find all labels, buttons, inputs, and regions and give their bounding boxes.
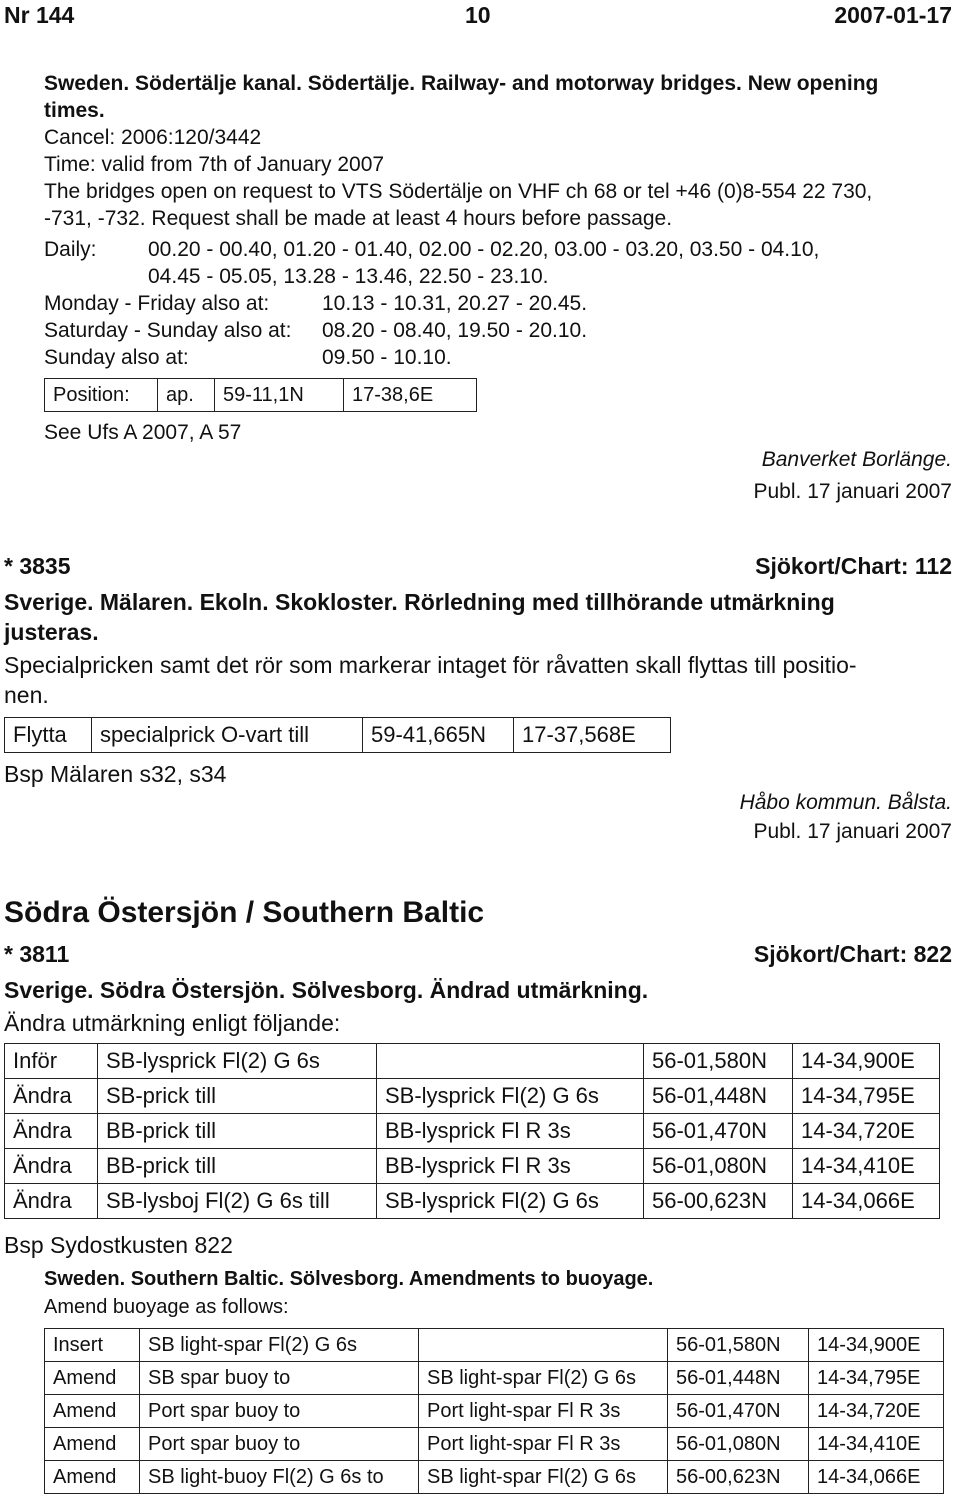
table-cell: Ändra — [5, 1184, 98, 1219]
table-cell: SB spar buoy to — [140, 1362, 419, 1395]
table-cell: 56-01,580N — [668, 1329, 809, 1362]
table-cell: 14-34,795E — [809, 1362, 944, 1395]
notice1-body-cont: -731, -732. Request shall be made at least 4 hours before passage. — [44, 207, 673, 230]
table-cell: Amend — [45, 1428, 140, 1461]
notice3-intro: Ändra utmärkning enligt följande: — [4, 1010, 341, 1036]
issue-number: Nr 144 — [4, 2, 75, 28]
table-cell: 14-34,795E — [793, 1079, 940, 1114]
schedule-times: 08.20 - 08.40, 19.50 - 20.10. — [322, 319, 588, 342]
position-label: Position: — [45, 379, 158, 412]
notice2-chart: Sjökort/Chart: 112 — [755, 553, 952, 579]
table-cell: SB light-spar Fl(2) G 6s — [419, 1362, 668, 1395]
schedule-label: Daily: — [44, 238, 97, 261]
schedule-label: Monday - Friday also at: — [44, 292, 270, 315]
table-row — [5, 1149, 940, 1184]
table-cell: Insert — [45, 1329, 140, 1362]
table-cell: 56-01,448N — [668, 1362, 809, 1395]
schedule-times: 09.50 - 10.10. — [322, 346, 452, 369]
notice2-publ: Publ. 17 januari 2007 — [753, 820, 952, 843]
table-row — [45, 1362, 944, 1395]
table-cell: SB-lysprick Fl(2) G 6s — [377, 1079, 644, 1114]
table-cell: SB-lysprick Fl(2) G 6s — [377, 1184, 644, 1219]
table-cell: 14-34,720E — [809, 1395, 944, 1428]
table-cell: Amend — [45, 1362, 140, 1395]
table-cell: Amend — [45, 1395, 140, 1428]
table-cell: 14-34,900E — [809, 1329, 944, 1362]
table-row — [5, 1184, 940, 1219]
schedule-times: 00.20 - 00.40, 01.20 - 01.40, 02.00 - 02.20, 03.00 - 03.20, 03.50 - 04.10, — [148, 238, 820, 261]
table-cell: 56-00,623N — [668, 1461, 809, 1494]
table-cell: 14-34,066E — [793, 1184, 940, 1219]
table-cell: Amend — [45, 1461, 140, 1494]
table-row — [45, 1395, 944, 1428]
table-cell: 56-01,470N — [668, 1395, 809, 1428]
table-row — [5, 1044, 940, 1079]
notice2-bsp: Bsp Mälaren s32, s34 — [4, 761, 227, 787]
table-cell: 14-34,410E — [793, 1149, 940, 1184]
schedule-times: 04.45 - 05.05, 13.28 - 13.46, 22.50 - 23.10. — [148, 265, 549, 288]
move-action: Flytta — [5, 718, 92, 753]
notice2-number: * 3835 — [4, 553, 71, 579]
table-cell: Inför — [5, 1044, 98, 1079]
table-cell: 56-01,470N — [644, 1114, 793, 1149]
table-cell: Port spar buoy to — [140, 1395, 419, 1428]
table-cell: 14-34,410E — [809, 1428, 944, 1461]
table-cell: SB-lysprick Fl(2) G 6s — [98, 1044, 377, 1079]
position-lat: 59-11,1N — [215, 379, 344, 412]
notice2-body-cont: nen. — [4, 682, 49, 708]
table-cell: Port light-spar Fl R 3s — [419, 1428, 668, 1461]
table-cell: 14-34,066E — [809, 1461, 944, 1494]
notice3-number: * 3811 — [4, 941, 70, 967]
notice1-title: Sweden. Södertälje kanal. Södertälje. Railway- and motorway bridges. New opening — [44, 72, 879, 95]
notice2-authority: Håbo kommun. Bålsta. — [739, 791, 952, 814]
schedule-label: Saturday - Sunday also at: — [44, 319, 292, 342]
position-lon: 17-38,6E — [344, 379, 477, 412]
table-cell: 14-34,900E — [793, 1044, 940, 1079]
table-cell: SB light-spar Fl(2) G 6s — [140, 1329, 419, 1362]
position-table — [44, 378, 477, 412]
table-row — [45, 1428, 944, 1461]
table-cell: BB-prick till — [98, 1149, 377, 1184]
table-row — [45, 1329, 944, 1362]
move-lon: 17-37,568E — [514, 718, 671, 753]
table-cell: BB-lysprick Fl R 3s — [377, 1114, 644, 1149]
table-cell: 56-01,448N — [644, 1079, 793, 1114]
table-cell — [377, 1044, 644, 1079]
table-cell: 56-01,580N — [644, 1044, 793, 1079]
notice2-title-cont: justeras. — [4, 619, 99, 645]
table-cell: SB-lysboj Fl(2) G 6s till — [98, 1184, 377, 1219]
table-cell: Port light-spar Fl R 3s — [419, 1395, 668, 1428]
notice3-title: Sverige. Södra Östersjön. Sölvesborg. Ändrad utmärkning. — [4, 977, 649, 1003]
table-cell: 14-34,720E — [793, 1114, 940, 1149]
notice1-time: Time: valid from 7th of January 2007 — [44, 153, 385, 176]
table-cell: BB-prick till — [98, 1114, 377, 1149]
notice2-body: Specialpricken samt det rör som markerar intaget för råvatten skall flyttas till positio- — [4, 652, 857, 678]
notice1-see: See Ufs A 2007, A 57 — [44, 421, 242, 444]
notice3-bsp: Bsp Sydostkusten 822 — [4, 1232, 233, 1258]
table-cell: Ändra — [5, 1114, 98, 1149]
schedule-times: 10.13 - 10.31, 20.27 - 20.45. — [322, 292, 588, 315]
table-cell: 56-01,080N — [668, 1428, 809, 1461]
move-lat: 59-41,665N — [363, 718, 514, 753]
section-title: Södra Östersjön / Southern Baltic — [4, 896, 485, 929]
move-table — [4, 717, 671, 753]
table-cell: SB light-spar Fl(2) G 6s — [419, 1461, 668, 1494]
table-cell: 56-01,080N — [644, 1149, 793, 1184]
move-object: specialprick O-vart till — [92, 718, 363, 753]
notice3-en-intro: Amend buoyage as follows: — [44, 1296, 289, 1318]
notice3-en-title: Sweden. Southern Baltic. Sölvesborg. Amendments to buoyage. — [44, 1268, 654, 1290]
buoyage-table-sv — [4, 1043, 940, 1219]
position-approx: ap. — [158, 379, 215, 412]
page-number: 10 — [465, 2, 491, 28]
notice1-body: The bridges open on request to VTS Södertälje on VHF ch 68 or tel +46 (0)8-554 22 730, — [44, 180, 873, 203]
table-row — [45, 1461, 944, 1494]
issue-date: 2007-01-17 — [834, 2, 952, 28]
table-row — [5, 1114, 940, 1149]
notice1-publ: Publ. 17 januari 2007 — [753, 480, 952, 503]
table-cell: Port spar buoy to — [140, 1428, 419, 1461]
table-cell: 56-00,623N — [644, 1184, 793, 1219]
notice1-cancel: Cancel: 2006:120/3442 — [44, 126, 262, 149]
table-cell: SB-prick till — [98, 1079, 377, 1114]
notice1-title-cont: times. — [44, 99, 105, 122]
table-row — [5, 1079, 940, 1114]
table-cell — [419, 1329, 668, 1362]
table-cell: Ändra — [5, 1079, 98, 1114]
table-cell: SB light-buoy Fl(2) G 6s to — [140, 1461, 419, 1494]
notice2-title: Sverige. Mälaren. Ekoln. Skokloster. Rörledning med tillhörande utmärkning — [4, 589, 835, 615]
table-cell: Ändra — [5, 1149, 98, 1184]
notice1-authority: Banverket Borlänge. — [761, 448, 952, 471]
table-cell: BB-lysprick Fl R 3s — [377, 1149, 644, 1184]
schedule-label: Sunday also at: — [44, 346, 189, 369]
buoyage-table-en — [44, 1328, 944, 1494]
notice3-chart: Sjökort/Chart: 822 — [753, 941, 952, 967]
